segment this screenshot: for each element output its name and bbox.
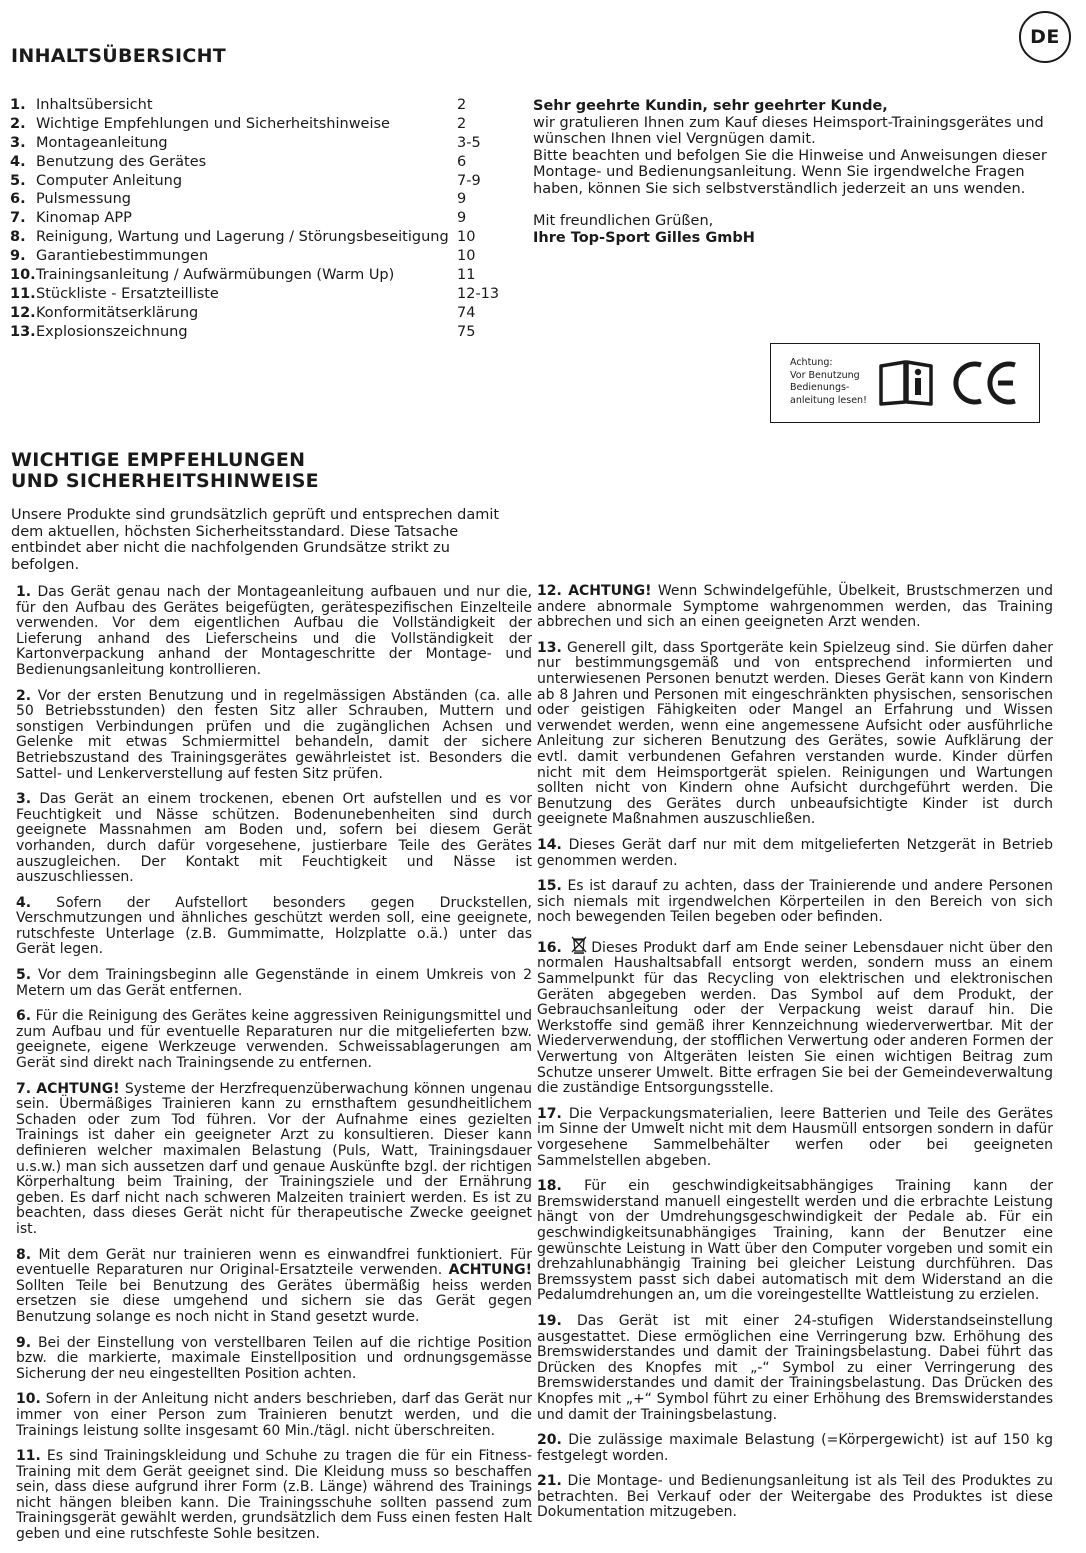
- toc-item-label: Benutzung des Gerätes: [36, 153, 207, 170]
- safety-item-number: 17.: [537, 1105, 562, 1122]
- crossed-bin-icon: [571, 936, 587, 954]
- safety-right-column: [537, 584, 1053, 1531]
- safety-item: [537, 1179, 1053, 1304]
- toc-item-number: 2.: [10, 115, 26, 132]
- warning-box: [770, 343, 1040, 423]
- language-badge: DE: [1019, 11, 1071, 63]
- toc-item-label: Stückliste - Ersatzteilliste: [36, 285, 219, 302]
- toc-item-page: 9: [457, 191, 467, 208]
- safety-item: [16, 792, 532, 886]
- safety-item-text: Bei der Einstellung von verstellbaren Teilen auf die richtige Position bzw. die markierte, maximale Einstellposition und ordnungsgemässe Sicherung der neu eingestellten Position achten.: [16, 1334, 533, 1382]
- safety-item-text: Die Montage- und Bedienungsanleitung ist als Teil des Produktes zu betrachten. Bei Verkauf oder der Weitergabe des Produktes ist diese Dokumentation mitzugeben.: [537, 1473, 1053, 1521]
- safety-item: [16, 1392, 532, 1439]
- toc-list: [10, 96, 530, 342]
- safety-item-text: Dieses Gerät darf nur mit dem mitgelieferten Netzgerät in Betrieb genommen werden.: [537, 836, 1053, 869]
- safety-item-warning: ACHTUNG!: [568, 583, 652, 599]
- toc-item-number: 7.: [10, 210, 26, 227]
- safety-item-number: 16.: [537, 939, 562, 956]
- toc-item: [10, 190, 530, 209]
- safety-item: [16, 1336, 532, 1383]
- toc-item-number: 13.: [10, 323, 36, 340]
- safety-title: [11, 450, 319, 492]
- safety-title-line2: UND SICHERHEITSHINWEISE: [11, 470, 319, 492]
- safety-item-text: Das Gerät an einem trockenen, ebenen Ort aufstellen und es vor Feuchtigkeit und Nässe schützen. Bodenunebenheiten sind durch geeignete Massnahmen am Boden und, sofern bei diesem Gerät vorhanden, durch dafür vorgesehene, justierbare Teile des Gerätes auszugleichen. Der Kontakt mit Feuchtigkeit und Nässe ist auszuschliessen.: [16, 791, 532, 886]
- safety-title-line1: WICHTIGE EMPFEHLUNGEN: [11, 449, 306, 471]
- toc-item-label: Trainingsanleitung / Aufwärmübungen (Warm Up): [36, 267, 395, 284]
- greeting-line2: Bitte beachten und befolgen Sie die Hinweise und Anweisungen dieser Montage- und Bedienungsanleitung. Wenn Sie irgendwelche Fragen haben, können Sie sich selbstverständlich jederzeit an uns wenden.: [533, 147, 1047, 197]
- safety-item: [537, 1314, 1053, 1423]
- safety-item: [537, 1433, 1053, 1464]
- toc-item-page: 2: [457, 115, 467, 132]
- safety-item-number: 21.: [537, 1473, 562, 1490]
- safety-item: [537, 584, 1053, 631]
- safety-item-number: 10.: [16, 1391, 41, 1408]
- safety-item-text: Systeme der Herzfrequenzüberwachung können ungenau sein. Übermäßiges Trainieren kann zu ernsthaftem gesundheitlichem Schaden oder zum Tod führen. Vor der Aufnahme eines gezielten Trainings ist daher ein geeigneter Arzt zu konsultieren. Dieser kann definieren welcher maximalen Belastung (Puls, Watt, Trainingsdauer u.s.w.) man sich aussetzen darf und genaue Auskünfte bzgl. der richtigen Körperhaltung beim Training, der Trainingsziele und der Ernährung geben. Es darf nicht nach schweren Malzeiten trainiert werden. Es ist zu beachten, dass dieses Gerät nicht für therapeutische Zwecke geeignet ist.: [16, 1080, 533, 1237]
- toc-item-number: 1.: [10, 97, 26, 113]
- safety-item-number: 20.: [537, 1432, 562, 1449]
- toc-title: INHALTSÜBERSICHT: [11, 45, 227, 67]
- toc-item-label: Kinomap APP: [36, 210, 132, 227]
- safety-item-text: Für die Reinigung des Gerätes keine aggressiven Reinigungsmittel und zum Aufbau und für eventuelle Reparaturen nur die mitgelieferten bzw. geeignete, eigene Werkzeuge verwenden. Schweissablagerungen am Gerät sind direkt nach Trainingsende zu entfernen.: [16, 1008, 533, 1072]
- safety-item: [537, 1107, 1053, 1169]
- safety-item: [537, 1474, 1053, 1521]
- safety-item-text: Das Gerät ist mit einer 24-stufigen Widerstandseinstellung ausgestattet. Diese ermöglichen eine Verringerung bzw. Erhöhung des Bremswiderstandes und damit der Trainingsbelastung. Dabei führt das Drücken des Knopfes mit „-“ Symbol zu einer Verringerung des Bremswiderstandes und damit der Trainingsbelastung. Das Drücken des Knopfes mit „+“ Symbol führt zu einer Erhöhung des Bremswiderstandes und damit der Trainingsbelastung.: [537, 1312, 1053, 1423]
- toc-item-label: Inhaltsübersicht: [36, 97, 153, 113]
- safety-item-text: Sofern der Aufstellort besonders gegen Druckstellen, Verschmutzungen und ähnliches geschützt werden soll, eine geeignete, rutschfeste Unterlage (z.B. Gummimatte, Holzplatte o.ä.) unter das Gerät legen.: [16, 894, 533, 958]
- toc-item: [10, 172, 530, 191]
- toc-item-page: 9: [457, 210, 467, 227]
- toc-item-page: 11: [457, 267, 476, 284]
- safety-intro: Unsere Produkte sind grundsätzlich geprüft und entsprechen damit dem aktuellen, höchsten Sicherheitsstandard. Diese Tatsache entbindet aber nicht die nachfolgenden Grundsätze strikt zu befolgen.: [11, 507, 500, 573]
- safety-item-number: 1.: [16, 584, 32, 600]
- safety-item: [16, 585, 532, 679]
- safety-item-warning: ACHTUNG!: [448, 1262, 533, 1279]
- safety-item-number: 15.: [537, 878, 562, 895]
- toc-item: [10, 96, 530, 115]
- safety-item-number: 7.: [16, 1080, 32, 1097]
- safety-item: [537, 879, 1053, 926]
- safety-item: [16, 689, 532, 783]
- toc-item-page: 12-13: [457, 285, 500, 302]
- safety-item: [537, 838, 1053, 869]
- safety-item: [16, 1248, 532, 1326]
- safety-item-text: Sollten Teile bei Benutzung des Gerätes übermäßig heiss werden ersetzen sie diese umgehend und sichern sie das Gerät gegen Benutzung solange es noch nicht in Stand gesetzt wurde.: [16, 1277, 532, 1325]
- toc-item-label: Reinigung, Wartung und Lagerung / Störungsbeseitigung: [36, 229, 449, 246]
- toc-item-label: Pulsmessung: [36, 191, 132, 208]
- safety-left-column: [16, 585, 532, 1553]
- safety-item-number: 11.: [16, 1448, 41, 1465]
- safety-item-number: 19.: [537, 1312, 562, 1329]
- toc-item-page: 10: [457, 248, 476, 265]
- toc-item-number: 6.: [10, 191, 26, 208]
- toc-item-label: Garantiebestimmungen: [36, 248, 209, 265]
- toc-item: [10, 266, 530, 285]
- safety-item-text: Für ein geschwindigkeitsabhängiges Training kann der Bremswiderstand manuell eingestellt werden und die erbrachte Leistung hängt von der Umdrehungsgeschwindigkeit der Pedale ab. Für ein geschwindigkeitsunabhängiges Training, kann der Benutzer eine gewünschte Leistung in Watt über den Computer vorgeben und somit ein drehzahlunabhängig Training bei gleicher Leistung durchführen. Das Bremssystem passt sich dabei automatisch mit dem Widerstand an die Pedalumdrehungen an, um die voreingestellte Wattleistung zu erzielen.: [537, 1178, 1053, 1304]
- toc-item: [10, 228, 530, 247]
- warning-text: Achtung: Vor Benutzung Bedienungs- anleitung lesen!: [790, 357, 867, 406]
- toc-item-number: 12.: [10, 304, 36, 321]
- ce-mark-icon: [951, 358, 1021, 408]
- safety-item: [16, 896, 532, 958]
- greeting-company: Ihre Top-Sport Gilles GmbH: [533, 229, 755, 246]
- safety-item-warning: ACHTUNG!: [36, 1080, 120, 1097]
- toc-item-page: 2: [457, 97, 467, 113]
- toc-item-label: Konformitätserklärung: [36, 304, 199, 321]
- safety-item-number: 14.: [537, 836, 562, 853]
- toc-item: [10, 115, 530, 134]
- greeting-salutation: Sehr geehrte Kundin, sehr geehrter Kunde,: [533, 98, 888, 114]
- safety-item-number: 18.: [537, 1178, 562, 1195]
- toc-item-number: 11.: [10, 285, 36, 302]
- toc-item: [10, 209, 530, 228]
- safety-item-number: 4.: [16, 894, 32, 911]
- safety-item-text: Sofern in der Anleitung nicht anders beschrieben, darf das Gerät nur immer von einer Person zum Trainieren benutzt werden, und die Trainings leistung sollte insgesamt 60 Min./tägl. nicht überschreiten.: [16, 1391, 532, 1439]
- toc-item-page: 7-9: [457, 172, 481, 189]
- toc-item: [10, 304, 530, 323]
- toc-item-number: 10.: [10, 267, 36, 284]
- safety-item-text: Mit dem Gerät nur trainieren wenn es einwandfrei funktioniert. Für eventuelle Reparaturen nur Original-Ersatzteile verwenden.: [16, 1246, 532, 1279]
- safety-item-number: 2.: [16, 687, 32, 704]
- toc-item: [10, 134, 530, 153]
- toc-item-number: 5.: [10, 172, 26, 189]
- safety-item-number: 5.: [16, 967, 32, 984]
- safety-item-text: Das Gerät genau nach der Montageanleitung aufbauen und nur die, für den Aufbau des Gerätes beigefügten, gerätespezifischen Einzelteile verwenden. Vor dem eigentlichen Aufbau die Vollständigkeit der Lieferung anhand des Lieferscheins und die Vollständigkeit der Kartonverpackung anhand der Montageschritte der Montage- und Bedienungsanleitung kontrollieren.: [16, 584, 532, 678]
- safety-item-number: 9.: [16, 1334, 32, 1351]
- safety-item-text: Die Verpackungsmaterialien, leere Batterien und Teile des Gerätes im Sinne der Umwelt nicht mit dem Hausmüll entsorgen sondern in dafür vorgesehene Sammelbehälter werfen oder bei geeigneten Sammelstellen abgeben.: [537, 1105, 1053, 1169]
- toc-item-label: Wichtige Empfehlungen und Sicherheitshinweise: [36, 115, 390, 132]
- manual-info-icon: [878, 358, 934, 408]
- toc-item-label: Explosionszeichnung: [36, 323, 188, 340]
- toc-item-page: 10: [457, 229, 476, 246]
- safety-item: [537, 641, 1053, 828]
- greeting-closing: Mit freundlichen Grüßen,: [533, 213, 714, 229]
- safety-item-text: Es sind Trainingskleidung und Schuhe zu tragen die für ein Fitness-Training mit dem Gerät geeignet sind. Die Kleidung muss so beschaffen sein, dass diese aufgrund ihrer Form (z.B. Länge) während des Trainings nicht hängen bleiben kann. Die Trainingsschuhe sollten passend zum Trainingsgerät gewählt werden, grundsätzlich dem Fuss einen festen Halt geben und eine rutschfeste Sohle besitzen.: [16, 1448, 532, 1543]
- toc-item: [10, 285, 530, 304]
- toc-item-page: 75: [457, 323, 476, 340]
- toc-item: [10, 153, 530, 172]
- toc-item-label: Computer Anleitung: [36, 172, 183, 189]
- toc-item-label: Montageanleitung: [36, 134, 168, 151]
- safety-item-text: Vor dem Trainingsbeginn alle Gegenstände in einem Umkreis von 2 Metern um das Gerät entfernen.: [16, 967, 533, 999]
- safety-item-number: 13.: [537, 639, 562, 656]
- safety-item-number: 6.: [16, 1008, 32, 1025]
- safety-item-text: Dieses Produkt darf am Ende seiner Lebensdauer nicht über den normalen Haushaltsabfall entsorgt werden, sondern muss an einem Sammelpunkt für das Recycling von elektrischen und elektronischen Geräten abgegeben werden. Das Symbol auf dem Produkt, der Gebrauchsanleitung oder der Verpackung weist darauf hin. Die Werkstoffe sind gemäß ihrer Kennzeichnung wiederverwertbar. Mit der Wiederverwendung, der stofflichen Verwertung oder anderen Formen der Verwertung von Altgeräten leisten Sie einen wichtigen Beitrag zum Schutze unserer Umwelt. Bitte erfragen Sie bei der Gemeindeverwaltung die zuständige Entsorgungsstelle.: [537, 939, 1054, 1097]
- toc-item-page: 74: [457, 304, 476, 321]
- greeting-line1: wir gratulieren Ihnen zum Kauf dieses Heimsport-Trainingsgerätes und wünschen Ihnen viel Vergnügen damit.: [533, 114, 1044, 147]
- greeting: [533, 98, 1053, 246]
- safety-item-text: Die zulässige maximale Belastung (=Körpergewicht) ist auf 150 kg festgelegt worden.: [537, 1432, 1054, 1464]
- safety-item-text: Es ist darauf zu achten, dass der Trainierende und andere Personen sich niemals mit irgendwelchen Körperteilen in den Bereich von sich noch bewegenden Teilen begeben oder befinden.: [537, 878, 1054, 926]
- toc-item: [10, 323, 530, 342]
- toc-item: [10, 247, 530, 266]
- safety-item: [16, 968, 532, 999]
- safety-item: [16, 1082, 532, 1238]
- toc-item-page: 6: [457, 153, 467, 170]
- safety-item-text: Wenn Schwindelgefühle, Übelkeit, Brustschmerzen und andere abnormale Symptome wahrgenommen werden, das Training abbrechen und sich an einen geeigneten Arzt wenden.: [537, 583, 1053, 631]
- toc-item-number: 4.: [10, 153, 26, 170]
- safety-item-number: 12.: [537, 583, 562, 599]
- safety-item: [16, 1009, 532, 1071]
- safety-item-text: Vor der ersten Benutzung und in regelmässigen Abständen (ca. alle 50 Betriebsstunden) den festen Sitz aller Schrauben, Muttern und sonstigen Verbindungen prüfen und die zugänglichen Achsen und Gelenke mit etwas Schmiermittel behandeln, damit der sichere Betriebszustand des Trainingsgerätes gewährleistet ist. Besonders die Sattel- und Lenkerverstellung auf festen Sitz prüfen.: [16, 687, 532, 782]
- safety-item: [16, 1449, 532, 1543]
- safety-item-number: 3.: [16, 791, 32, 808]
- toc-item-page: 3-5: [457, 134, 481, 151]
- toc-item-number: 3.: [10, 134, 26, 151]
- toc-item-number: 8.: [10, 229, 26, 246]
- safety-item-text: Generell gilt, dass Sportgeräte kein Spielzeug sind. Sie dürfen daher nur bestimmungsgemäß und von entsprechend informierten und unterwiesenen Personen benutzt werden. Dieses Gerät kann von Kindern ab 8 Jahren und Personen mit eingeschränkten physischen, sensorischen oder geistigen Fähigkeiten oder Mangel an Erfahrung und Wissen verwendet werden, wenn eine angemessene Aufsicht oder ausführliche Anleitung zur sicheren Benutzung des Gerätes, sowie Aufklärung der evtl. damit verbundenen Gefahren verstanden wurde. Kinder dürfen nicht mit dem Heimsportgerät spielen. Reinigungen und Wartungen sollten nicht von Kindern ohne Aufsicht durchgeführt werden. Die Benutzung des Gerätes durch unbeaufsichtigte Kinder ist durch geeignete Maßnahmen auszuschließen.: [537, 639, 1053, 828]
- safety-item-number: 8.: [16, 1246, 32, 1263]
- safety-item: [537, 936, 1053, 1097]
- toc-item-number: 9.: [10, 248, 26, 265]
